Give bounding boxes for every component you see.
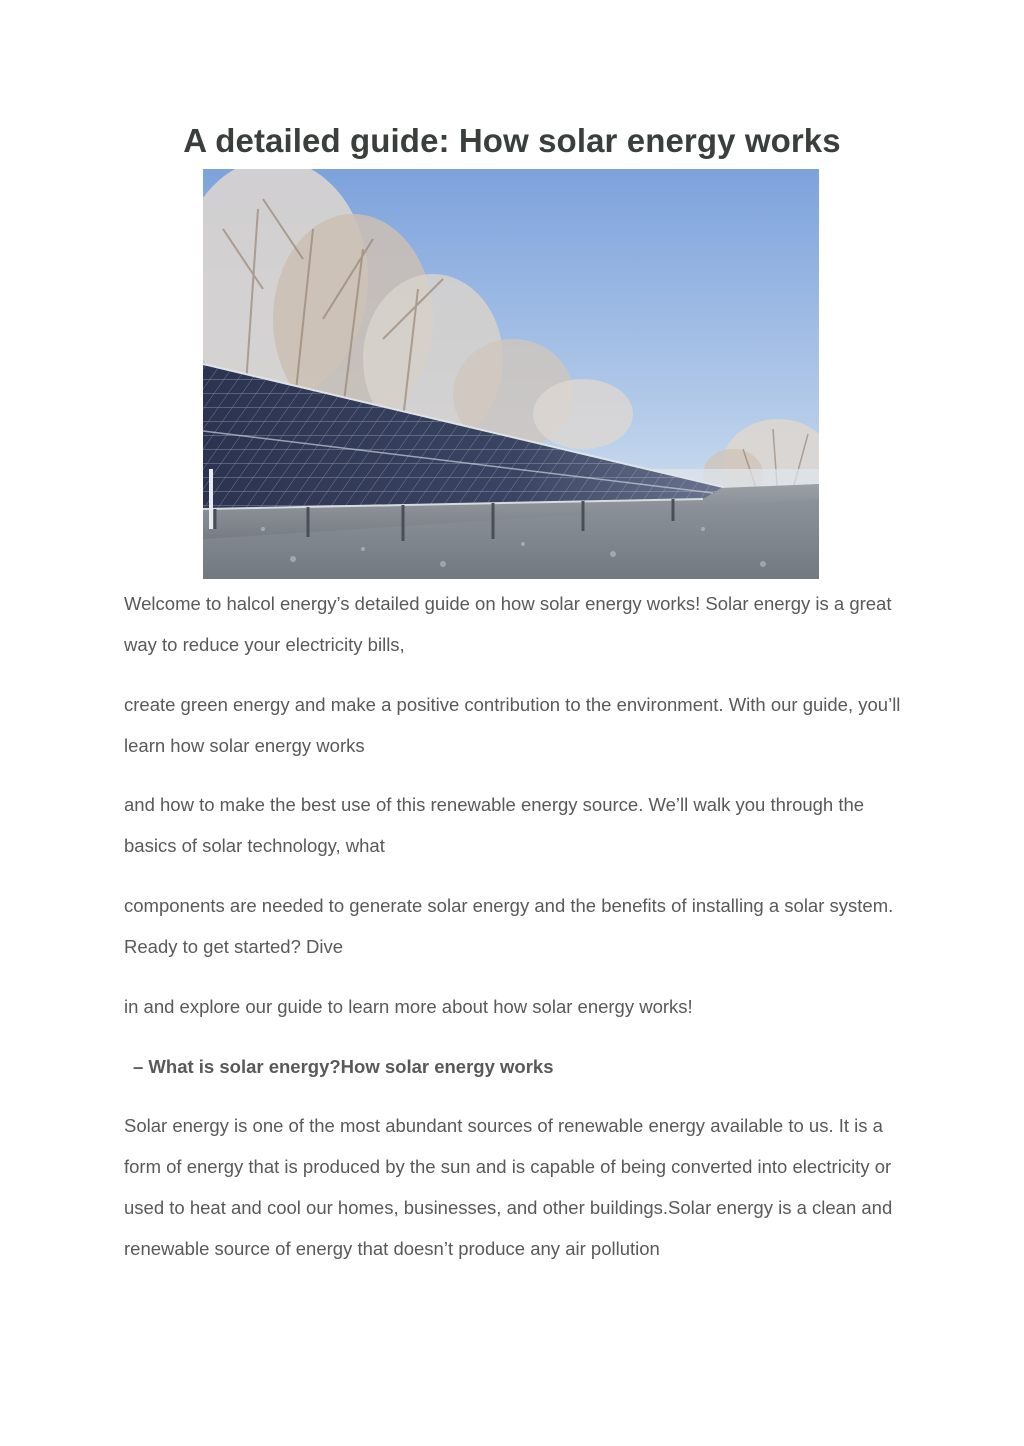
intro-paragraph-1: Welcome to halcol energy’s detailed guide on how solar energy works! Solar energy is a great way to reduce your electricity bills,	[124, 593, 892, 655]
page-title: A detailed guide: How solar energy works	[183, 122, 841, 159]
intro-paragraph-4: components are needed to generate solar energy and the benefits of installing a solar system. Ready to get started? Dive	[124, 895, 894, 957]
section-heading: – What is solar energy?How solar energy works	[133, 1056, 554, 1077]
section-paragraph: Solar energy is one of the most abundant sources of renewable energy available to us. It is a form of energy that is produced by the sun and is capable of being converted into electricity or used to heat and cool our homes, businesses, and other buildings.Solar energy is a clean and renewable source of energy that doesn’t produce any air pollution	[124, 1115, 893, 1259]
intro-paragraph-5: in and explore our guide to learn more about how solar energy works!	[124, 996, 693, 1017]
solar-panel-photo	[203, 169, 819, 579]
intro-paragraph-3: and how to make the best use of this renewable energy source. We’ll walk you through the basics of solar technology, what	[124, 794, 865, 856]
intro-paragraph-2: create green energy and make a positive contribution to the environment. With our guide, you’ll learn how solar energy works	[124, 694, 901, 756]
